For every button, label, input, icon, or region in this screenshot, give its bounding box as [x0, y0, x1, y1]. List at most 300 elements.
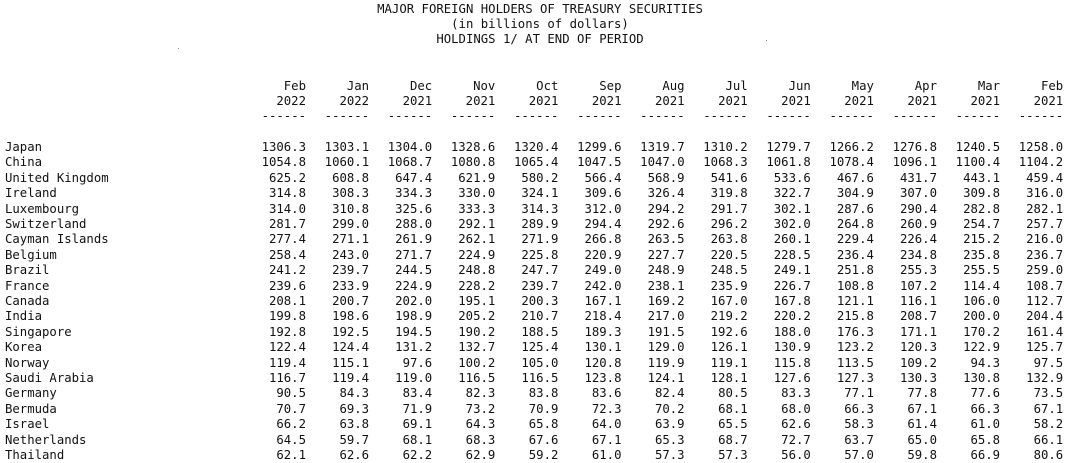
- holding-value: 131.2: [395, 340, 433, 355]
- holding-value: 194.5: [395, 324, 433, 339]
- holding-value: 271.9: [521, 232, 559, 247]
- holding-value: 255.3: [899, 263, 937, 278]
- holding-value: 119.1: [710, 355, 748, 370]
- column-month: Feb: [1040, 79, 1064, 93]
- holding-value: 97.5: [1033, 355, 1064, 370]
- holding-value: 119.0: [395, 371, 433, 385]
- holding-value: 67.6: [528, 432, 559, 447]
- holding-value: 84.3: [339, 386, 370, 401]
- holding-value: 68.1: [718, 401, 748, 416]
- column-month: Apr: [914, 79, 937, 93]
- holding-value: 72.3: [591, 401, 622, 416]
- holding-value: 122.9: [963, 340, 1001, 355]
- holding-value: 1068.7: [387, 155, 433, 170]
- country-name: Thailand: [5, 448, 65, 462]
- holding-value: 64.0: [591, 417, 622, 432]
- holding-value: 97.6: [402, 355, 433, 370]
- holding-value: 69.3: [339, 401, 370, 416]
- column-year: 2021: [591, 94, 622, 108]
- scan-speck: [178, 48, 179, 49]
- holding-value: 288.0: [395, 217, 433, 231]
- holding-value: 63.7: [844, 432, 874, 447]
- holding-value: 249.0: [584, 263, 622, 278]
- holding-value: 281.7: [268, 217, 306, 231]
- holding-value: 190.2: [458, 324, 496, 339]
- holding-value: 294.4: [584, 217, 622, 231]
- holding-value: 67.1: [907, 401, 937, 416]
- holding-value: 334.3: [395, 186, 433, 201]
- holding-value: 326.4: [647, 186, 685, 201]
- column-year: 2021: [907, 94, 937, 108]
- column-year: 2021: [781, 94, 811, 108]
- holding-value: 66.1: [1033, 432, 1064, 447]
- holding-value: 205.2: [458, 309, 496, 324]
- country-name: Israel: [5, 417, 50, 432]
- holding-value: 239.7: [521, 278, 559, 293]
- holding-value: 290.4: [899, 201, 937, 216]
- holding-value: 73.2: [465, 401, 496, 416]
- holding-value: 314.0: [268, 201, 306, 216]
- holding-value: 262.1: [458, 232, 496, 247]
- holding-value: 1258.0: [1018, 140, 1064, 154]
- holding-value: 200.7: [332, 294, 370, 308]
- holding-value: 1299.6: [577, 140, 622, 154]
- holding-value: 199.8: [268, 309, 306, 324]
- holding-value: 200.0: [963, 309, 1001, 324]
- holding-value: 130.9: [773, 340, 811, 355]
- holding-value: 107.2: [899, 278, 937, 293]
- country-name: Singapore: [5, 324, 72, 339]
- holding-value: 1320.4: [513, 140, 559, 154]
- holding-value: 258.4: [268, 247, 306, 262]
- holding-value: 1060.1: [324, 155, 370, 170]
- column-rule: ------: [324, 109, 370, 123]
- holding-value: 1080.8: [450, 155, 496, 170]
- holding-value: 167.1: [584, 294, 622, 308]
- holding-value: 215.8: [836, 309, 874, 324]
- holding-value: 198.6: [332, 309, 370, 324]
- holding-value: 191.5: [647, 324, 685, 339]
- holding-value: 68.3: [465, 432, 496, 447]
- holding-value: 1061.8: [766, 155, 811, 170]
- holding-value: 308.3: [332, 186, 370, 201]
- holding-value: 312.0: [584, 201, 622, 216]
- holding-value: 77.1: [844, 386, 874, 401]
- holding-value: 62.1: [276, 448, 306, 462]
- holding-value: 309.6: [584, 186, 622, 201]
- holding-value: 218.4: [584, 309, 622, 324]
- holding-value: 243.0: [332, 247, 370, 262]
- holding-value: 119.9: [647, 355, 685, 370]
- holding-value: 226.4: [899, 232, 937, 247]
- report-units: (in billions of dollars): [451, 17, 629, 31]
- column-year: 2021: [844, 94, 874, 108]
- holding-value: 580.2: [521, 170, 559, 185]
- holding-value: 70.9: [528, 401, 559, 416]
- holding-value: 236.4: [836, 247, 874, 262]
- holding-value: 113.5: [836, 355, 874, 370]
- holding-value: 1276.8: [892, 140, 937, 154]
- holding-value: 238.1: [647, 278, 685, 293]
- holding-value: 1065.4: [513, 155, 559, 170]
- holding-value: 541.6: [710, 170, 748, 185]
- holding-value: 251.8: [836, 263, 874, 278]
- scan-speck: [766, 40, 767, 41]
- holding-value: 1054.8: [261, 155, 306, 170]
- holding-value: 119.4: [268, 355, 306, 370]
- holding-value: 66.9: [970, 448, 1001, 462]
- column-rule: ------: [955, 109, 1001, 123]
- holding-value: 294.2: [647, 201, 685, 216]
- column-rule: ------: [387, 109, 433, 123]
- holding-value: 83.4: [402, 386, 433, 401]
- holding-value: 244.5: [395, 263, 433, 278]
- holding-value: 287.6: [836, 201, 874, 216]
- holding-value: 239.7: [332, 263, 370, 278]
- holding-value: 82.4: [654, 386, 685, 401]
- holding-value: 310.8: [332, 201, 370, 216]
- holding-value: 220.2: [773, 309, 811, 324]
- holding-value: 260.1: [773, 232, 811, 247]
- holding-value: 105.0: [521, 355, 559, 370]
- holding-value: 260.9: [899, 217, 937, 231]
- holding-value: 80.6: [1033, 448, 1064, 462]
- holding-value: 307.0: [899, 186, 937, 201]
- holding-value: 1306.3: [261, 140, 306, 154]
- holding-value: 228.2: [458, 278, 496, 293]
- holding-value: 1104.2: [1018, 155, 1064, 170]
- holding-value: 198.9: [395, 309, 433, 324]
- holding-value: 61.0: [591, 448, 622, 462]
- holding-value: 1310.2: [703, 140, 748, 154]
- column-month: Feb: [283, 79, 306, 93]
- holding-value: 247.7: [521, 263, 559, 278]
- holding-value: 62.6: [781, 417, 811, 432]
- holding-value: 1096.1: [892, 155, 937, 170]
- holding-value: 70.7: [276, 401, 306, 416]
- holding-value: 66.2: [276, 417, 306, 432]
- holding-value: 249.1: [773, 263, 811, 278]
- holding-value: 71.9: [402, 401, 433, 416]
- column-month: Nov: [473, 79, 496, 93]
- holding-value: 77.6: [970, 386, 1001, 401]
- holding-value: 257.7: [1026, 217, 1064, 231]
- holding-value: 192.5: [332, 324, 370, 339]
- column-year: 2021: [970, 94, 1001, 108]
- holding-value: 167.8: [773, 294, 811, 308]
- holding-value: 170.2: [963, 324, 1001, 339]
- holding-value: 120.8: [584, 355, 622, 370]
- holding-value: 242.0: [584, 278, 622, 293]
- country-name: India: [5, 309, 43, 324]
- holding-value: 647.4: [395, 170, 433, 185]
- holding-value: 208.1: [268, 294, 306, 308]
- country-name: China: [5, 155, 43, 170]
- holding-value: 62.2: [402, 448, 433, 462]
- holding-value: 1279.7: [766, 140, 811, 154]
- column-year: 2021: [654, 94, 685, 108]
- holding-value: 277.4: [268, 232, 306, 247]
- holding-value: 292.6: [647, 217, 685, 231]
- holding-value: 234.8: [899, 247, 937, 262]
- country-name: Netherlands: [5, 432, 87, 447]
- holding-value: 192.8: [268, 324, 306, 339]
- holding-value: 566.4: [584, 170, 622, 185]
- country-name: Belgium: [5, 247, 57, 262]
- column-month: Jan: [346, 79, 370, 93]
- holding-value: 608.8: [332, 170, 370, 185]
- holding-value: 61.4: [907, 417, 937, 432]
- holding-value: 122.4: [268, 340, 306, 355]
- column-rule: ------: [829, 109, 874, 123]
- holding-value: 59.7: [339, 432, 370, 447]
- holding-value: 57.3: [654, 448, 685, 462]
- holding-value: 621.9: [458, 170, 496, 185]
- holding-value: 132.9: [1026, 371, 1064, 385]
- holding-value: 239.6: [268, 278, 306, 293]
- holding-value: 65.3: [654, 432, 685, 447]
- report-title: MAJOR FOREIGN HOLDERS OF TREASURY SECURITIES: [377, 2, 703, 16]
- country-name: United Kingdom: [5, 170, 109, 185]
- holding-value: 169.2: [647, 294, 685, 308]
- holding-value: 67.1: [1033, 401, 1064, 416]
- holding-value: 325.6: [395, 201, 433, 216]
- holding-value: 215.2: [963, 232, 1001, 247]
- country-name: Brazil: [5, 263, 50, 278]
- holding-value: 291.7: [710, 201, 748, 216]
- column-month: Oct: [536, 79, 559, 93]
- holding-value: 64.3: [465, 417, 496, 432]
- holding-value: 116.5: [521, 371, 559, 385]
- holding-value: 314.3: [521, 201, 559, 216]
- column-rule: ------: [577, 109, 622, 123]
- holding-value: 217.0: [647, 309, 685, 324]
- column-rule: ------: [513, 109, 559, 123]
- holding-value: 225.8: [521, 247, 559, 262]
- holding-value: 57.3: [718, 448, 748, 462]
- holding-value: 63.8: [339, 417, 370, 432]
- holding-value: 56.0: [781, 448, 811, 462]
- column-year: 2022: [339, 94, 370, 108]
- holding-value: 259.0: [1026, 263, 1064, 278]
- holding-value: 65.0: [907, 432, 937, 447]
- holding-value: 1319.7: [640, 140, 685, 154]
- holding-value: 1304.0: [387, 140, 433, 154]
- holding-value: 302.0: [773, 217, 811, 231]
- holding-value: 69.1: [402, 417, 433, 432]
- column-month: Sep: [599, 79, 622, 93]
- holding-value: 116.1: [899, 294, 937, 308]
- column-year: 2022: [276, 94, 306, 108]
- holding-value: 167.0: [710, 294, 748, 308]
- country-name: Germany: [5, 386, 57, 401]
- holding-value: 59.8: [907, 448, 937, 462]
- holding-value: 233.9: [332, 278, 370, 293]
- holding-value: 241.2: [268, 263, 306, 278]
- holding-value: 314.8: [268, 186, 306, 201]
- holding-value: 219.2: [710, 309, 748, 324]
- holding-value: 65.8: [528, 417, 559, 432]
- holding-value: 61.0: [970, 417, 1001, 432]
- holding-value: 192.6: [710, 324, 748, 339]
- holding-value: 264.8: [836, 217, 874, 231]
- holding-value: 130.3: [899, 371, 937, 385]
- country-name: Luxembourg: [5, 201, 80, 216]
- holding-value: 220.5: [710, 247, 748, 262]
- holding-value: 282.8: [963, 201, 1001, 216]
- column-year: 2021: [402, 94, 433, 108]
- holding-value: 115.1: [332, 355, 370, 370]
- holding-value: 1303.1: [324, 140, 370, 154]
- holding-value: 216.0: [1026, 232, 1064, 247]
- country-name: France: [5, 278, 50, 293]
- holding-value: 236.7: [1026, 247, 1064, 262]
- holding-value: 271.7: [395, 247, 433, 262]
- holding-value: 189.3: [584, 324, 622, 339]
- holding-value: 309.8: [963, 186, 1001, 201]
- holding-value: 227.7: [647, 247, 685, 262]
- holding-value: 66.3: [844, 401, 874, 416]
- column-year: 2021: [465, 94, 496, 108]
- holding-value: 195.1: [458, 294, 496, 308]
- column-month: Aug: [662, 79, 685, 93]
- holding-value: 112.7: [1026, 294, 1064, 308]
- holding-value: 228.5: [773, 247, 811, 262]
- holding-value: 263.8: [710, 232, 748, 247]
- holding-value: 108.8: [836, 278, 874, 293]
- holding-value: 1100.4: [955, 155, 1001, 170]
- holding-value: 188.5: [521, 324, 559, 339]
- holding-value: 1328.6: [450, 140, 496, 154]
- holding-value: 127.6: [773, 371, 811, 385]
- holding-value: 248.8: [458, 263, 496, 278]
- holding-value: 57.0: [844, 448, 874, 462]
- holding-value: 72.7: [781, 432, 811, 447]
- column-rule: ------: [892, 109, 937, 123]
- holding-value: 319.8: [710, 186, 748, 201]
- holding-value: 126.1: [710, 340, 748, 355]
- holding-value: 304.9: [836, 186, 874, 201]
- holding-value: 224.9: [458, 247, 496, 262]
- holding-value: 324.1: [521, 186, 559, 201]
- holding-value: 65.5: [718, 417, 748, 432]
- holding-value: 171.1: [899, 324, 937, 339]
- holding-value: 263.5: [647, 232, 685, 247]
- column-rule: ------: [766, 109, 811, 123]
- holding-value: 128.1: [710, 371, 748, 385]
- column-year: 2021: [528, 94, 559, 108]
- holding-value: 129.0: [647, 340, 685, 355]
- holding-value: 161.4: [1026, 324, 1064, 339]
- holding-value: 255.5: [963, 263, 1001, 278]
- column-month: Jul: [725, 79, 748, 93]
- holding-value: 125.7: [1026, 340, 1064, 355]
- holding-value: 302.1: [773, 201, 811, 216]
- column-year: 2021: [1033, 94, 1064, 108]
- holding-value: 120.3: [899, 340, 937, 355]
- holding-value: 443.1: [963, 170, 1001, 185]
- holding-value: 66.3: [970, 401, 1001, 416]
- holding-value: 261.9: [395, 232, 433, 247]
- column-rule: ------: [703, 109, 748, 123]
- column-rule: ------: [1018, 109, 1064, 123]
- holding-value: 229.4: [836, 232, 874, 247]
- country-name: Ireland: [5, 186, 57, 201]
- holding-value: 176.3: [836, 324, 874, 339]
- holding-value: 64.5: [276, 432, 306, 447]
- holding-value: 330.0: [458, 186, 496, 201]
- holding-value: 299.0: [332, 217, 370, 231]
- holding-value: 224.9: [395, 278, 433, 293]
- column-month: May: [851, 79, 874, 93]
- holding-value: 271.1: [332, 232, 370, 247]
- holding-value: 83.3: [781, 386, 811, 401]
- holding-value: 109.2: [899, 355, 937, 370]
- holding-value: 127.3: [836, 371, 874, 385]
- holding-value: 68.1: [402, 432, 433, 447]
- country-name: Norway: [5, 355, 50, 370]
- holding-value: 65.8: [970, 432, 1001, 447]
- holding-value: 68.7: [718, 432, 748, 447]
- holding-value: 1047.5: [577, 155, 622, 170]
- holding-value: 220.9: [584, 247, 622, 262]
- country-name: Japan: [5, 140, 43, 154]
- holding-value: 115.8: [773, 355, 811, 370]
- country-name: Canada: [5, 294, 50, 308]
- holding-value: 119.4: [332, 371, 370, 385]
- holding-value: 106.0: [963, 294, 1001, 308]
- holding-value: 248.9: [647, 263, 685, 278]
- holding-value: 82.3: [465, 386, 496, 401]
- country-name: Saudi Arabia: [5, 371, 94, 385]
- holding-value: 533.6: [773, 170, 811, 185]
- column-rule: ------: [261, 109, 306, 123]
- holding-value: 254.7: [963, 217, 1001, 231]
- country-name: Switzerland: [5, 217, 87, 231]
- holding-value: 77.8: [907, 386, 937, 401]
- holding-value: 116.7: [268, 371, 306, 385]
- holding-value: 235.8: [963, 247, 1001, 262]
- holding-value: 1266.2: [829, 140, 874, 154]
- holding-value: 73.5: [1033, 386, 1064, 401]
- holding-value: 94.3: [970, 355, 1001, 370]
- column-month: Mar: [977, 79, 1001, 93]
- holding-value: 132.7: [458, 340, 496, 355]
- holding-value: 80.5: [718, 386, 748, 401]
- country-name: Korea: [5, 340, 43, 355]
- holding-value: 248.5: [710, 263, 748, 278]
- holding-value: 625.2: [268, 170, 306, 185]
- country-name: Cayman Islands: [5, 232, 109, 247]
- holding-value: 130.1: [584, 340, 622, 355]
- holding-value: 289.9: [521, 217, 559, 231]
- holding-value: 431.7: [899, 170, 937, 185]
- holding-value: 123.2: [836, 340, 874, 355]
- holding-value: 235.9: [710, 278, 748, 293]
- holding-value: 70.2: [654, 401, 685, 416]
- holding-value: 125.4: [521, 340, 559, 355]
- holding-value: 58.3: [844, 417, 874, 432]
- holding-value: 58.2: [1033, 417, 1064, 432]
- holding-value: 59.2: [528, 448, 559, 462]
- holding-value: 83.8: [528, 386, 559, 401]
- holding-value: 467.6: [836, 170, 874, 185]
- column-month: Jun: [788, 79, 811, 93]
- holding-value: 1068.3: [703, 155, 748, 170]
- holding-value: 204.4: [1026, 309, 1064, 324]
- holding-value: 1047.0: [640, 155, 685, 170]
- holding-value: 114.4: [963, 278, 1001, 293]
